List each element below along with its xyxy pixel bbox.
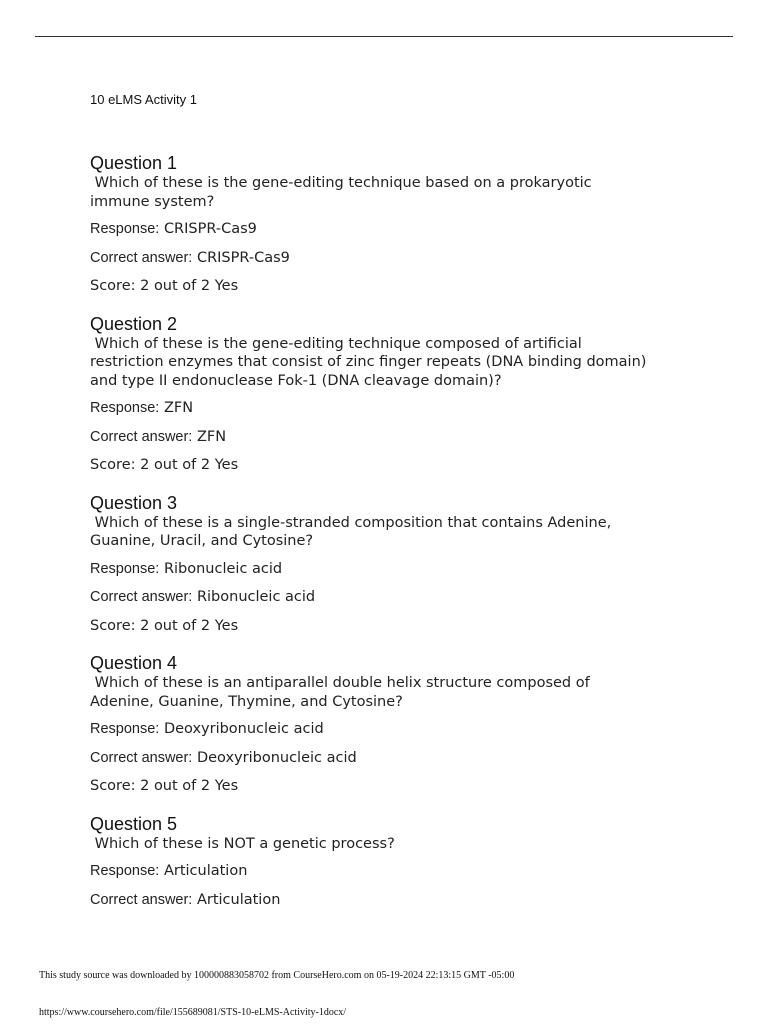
score-line: Score: 2 out of 2 Yes bbox=[90, 617, 239, 634]
response-value: CRISPR-Cas9 bbox=[163, 221, 257, 237]
score-line: Score: 2 out of 2 Yes bbox=[90, 778, 239, 794]
correct-answer-line bbox=[90, 588, 680, 607]
question-text: Which of these is the gene-editing technique composed of artificial restriction enzymes that consist of zinc finger repeats (DNA binding domain) and type II endonuclease Fok-1 (DNA cleavage domain)? bbox=[90, 335, 647, 389]
question-heading: Question 5 bbox=[90, 813, 178, 834]
question-heading: Question 1 bbox=[90, 153, 178, 173]
question-block-1 bbox=[90, 152, 680, 296]
correct-answer-label: Correct answer: bbox=[90, 428, 193, 445]
question-heading: Question 4 bbox=[90, 653, 178, 673]
response-label: Response: bbox=[90, 400, 160, 416]
question-block-5 bbox=[90, 813, 680, 910]
correct-answer-line bbox=[90, 428, 680, 447]
correct-answer-label: Correct answer: bbox=[90, 891, 193, 908]
response-line bbox=[90, 862, 680, 881]
correct-answer-line bbox=[90, 891, 680, 910]
question-heading: Question 2 bbox=[90, 313, 178, 334]
document-title: 10 eLMS Activity 1 bbox=[90, 92, 197, 107]
correct-answer-label: Correct answer: bbox=[90, 749, 193, 766]
download-source-note: This study source was downloaded by 100000883058702 from CourseHero.com on 05-19-2024 22:13:15 GMT -05:00 bbox=[39, 970, 515, 981]
correct-answer-value: Deoxyribonucleic acid bbox=[196, 749, 357, 766]
question-heading: Question 3 bbox=[90, 492, 178, 513]
response-line bbox=[90, 560, 680, 579]
response-line bbox=[90, 220, 680, 239]
correct-answer-line bbox=[90, 249, 680, 268]
question-text: Which of these is the gene-editing technique based on a prokaryotic immune system? bbox=[90, 175, 592, 210]
source-url[interactable]: https://www.coursehero.com/file/155689081/STS-10-eLMS-Activity-1docx/ bbox=[39, 1007, 347, 1018]
response-label: Response: bbox=[90, 863, 160, 879]
correct-answer-line bbox=[90, 749, 680, 768]
response-line bbox=[90, 720, 680, 739]
response-line bbox=[90, 399, 680, 418]
question-text: Which of these is NOT a genetic process? bbox=[90, 835, 395, 852]
correct-answer-value: Ribonucleic acid bbox=[196, 589, 316, 605]
score-line: Score: 2 out of 2 Yes bbox=[90, 457, 239, 473]
question-block-2 bbox=[90, 313, 680, 475]
response-value: ZFN bbox=[163, 400, 194, 416]
response-value: Articulation bbox=[163, 863, 248, 879]
correct-answer-value: Articulation bbox=[196, 891, 281, 908]
response-value: Deoxyribonucleic acid bbox=[163, 721, 324, 737]
correct-answer-label: Correct answer: bbox=[90, 249, 193, 266]
response-label: Response: bbox=[90, 560, 160, 577]
correct-answer-label: Correct answer: bbox=[90, 589, 193, 605]
question-text: Which of these is an antiparallel double helix structure composed of Adenine, Guanine, Thymine, and Cytosine? bbox=[90, 675, 590, 710]
question-text: Which of these is a single-stranded composition that contains Adenine, Guanine, Uracil, and Cytosine? bbox=[90, 514, 612, 549]
correct-answer-value: CRISPR-Cas9 bbox=[196, 249, 290, 266]
question-block-3 bbox=[90, 492, 680, 636]
questions-list bbox=[90, 152, 680, 926]
top-rule bbox=[35, 36, 733, 37]
response-value: Ribonucleic acid bbox=[163, 560, 283, 577]
score-line: Score: 2 out of 2 Yes bbox=[90, 278, 239, 294]
response-label: Response: bbox=[90, 221, 160, 237]
question-block-4 bbox=[90, 652, 680, 796]
correct-answer-value: ZFN bbox=[196, 428, 227, 445]
response-label: Response: bbox=[90, 721, 160, 737]
